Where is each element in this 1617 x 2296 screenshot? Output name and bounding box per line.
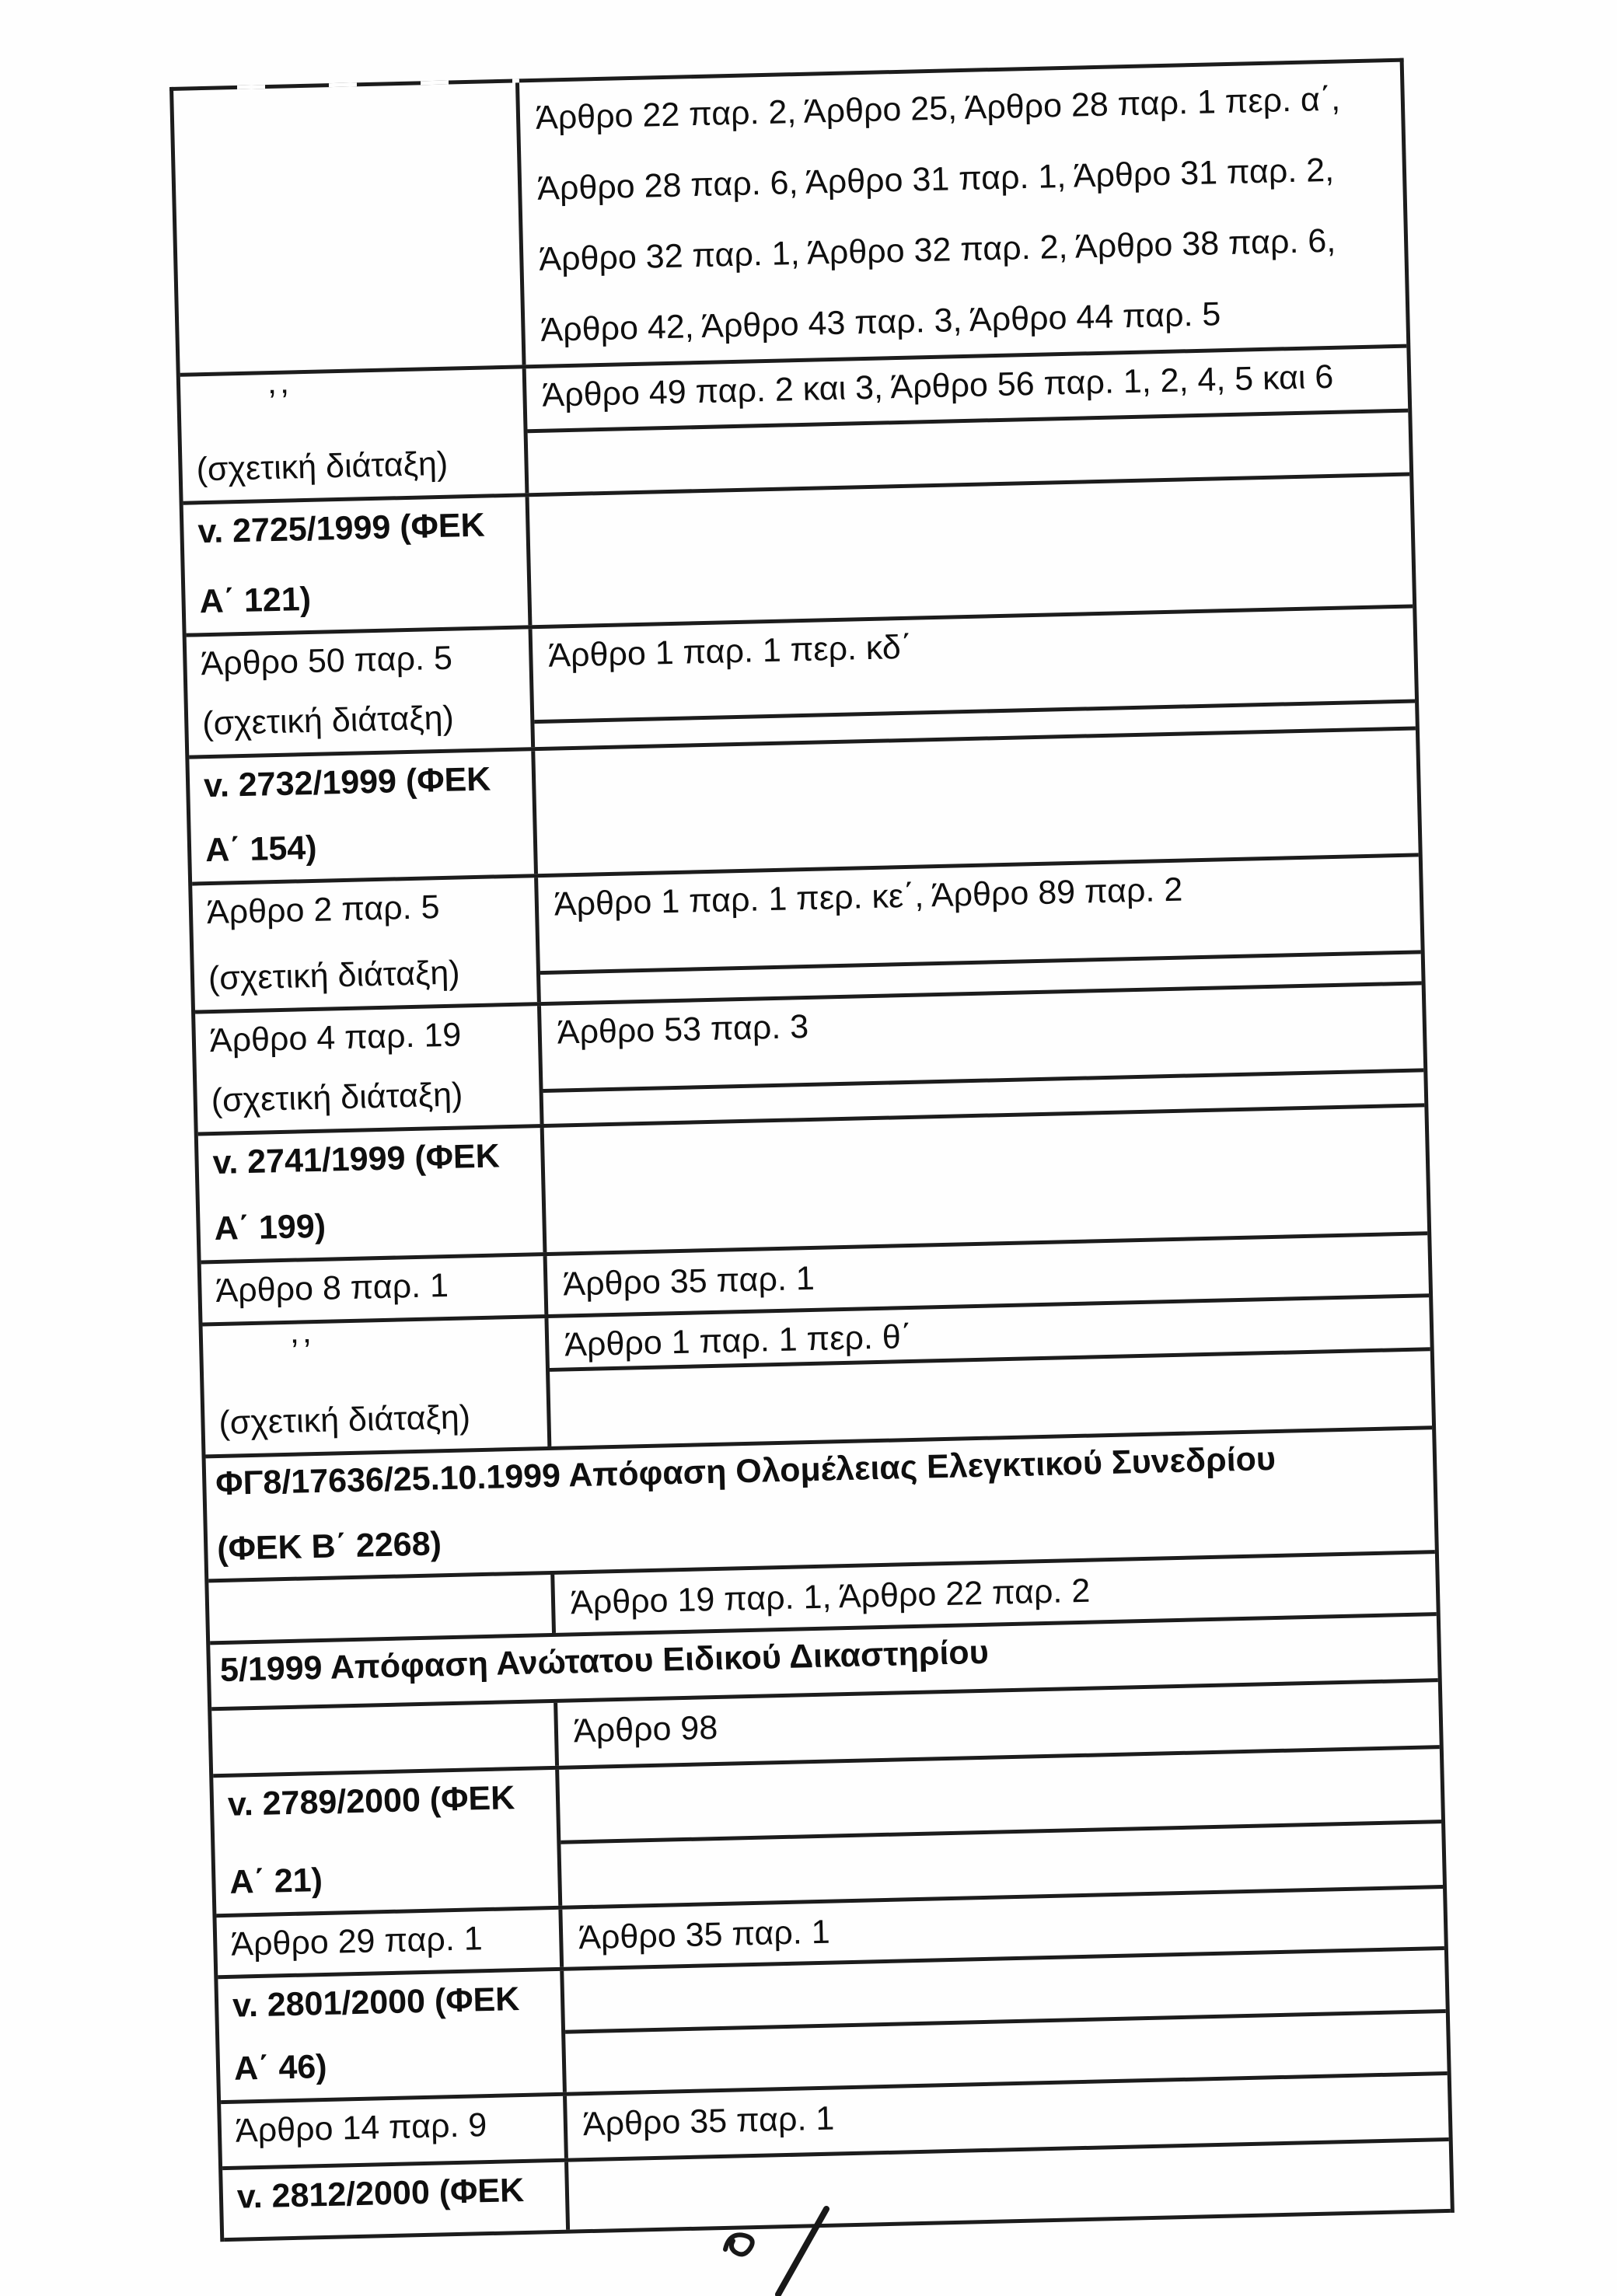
left-cell-line: v. 2732/1999 (ΦΕΚ bbox=[203, 760, 491, 805]
left-cell-line: v. 2725/1999 (ΦΕΚ bbox=[197, 506, 486, 551]
correlation-table bbox=[169, 58, 1455, 2242]
left-cell-line: (σχετική διάταξη) bbox=[201, 699, 455, 743]
right-cell-line: Άρθρο 35 παρ. 1 bbox=[582, 2099, 835, 2144]
left-cell-line: (σχετική διάταξη) bbox=[218, 1398, 471, 1443]
handwritten-mark bbox=[704, 2204, 859, 2296]
left-cell bbox=[222, 2162, 570, 2238]
left-cell-line: Α΄ 154) bbox=[204, 829, 318, 870]
left-cell bbox=[208, 1575, 556, 1641]
right-cell-line: Άρθρο 49 παρ. 2 και 3, Άρθρο 56 παρ. 1, 2, 4, 5 και 6 bbox=[541, 358, 1334, 414]
left-cell bbox=[173, 82, 526, 372]
right-cell-line: Άρθρο 53 παρ. 3 bbox=[557, 1007, 809, 1052]
left-cell bbox=[189, 751, 538, 881]
right-cell-line: Άρθρο 32 παρ. 1, Άρθρο 32 παρ. 2, Άρθρο 38 παρ. 6, bbox=[538, 222, 1336, 278]
right-cell bbox=[564, 1950, 1447, 2092]
ditto-mark: ’’ bbox=[268, 382, 295, 422]
left-cell bbox=[221, 2096, 568, 2166]
right-cell-line: Άρθρο 98 bbox=[573, 1708, 718, 1750]
left-cell-line: Άρθρο 2 παρ. 5 bbox=[206, 888, 440, 932]
right-cell bbox=[533, 609, 1416, 748]
left-cell-line: Άρθρο 4 παρ. 19 bbox=[209, 1016, 462, 1060]
left-cell-line: Α΄ 46) bbox=[233, 2048, 328, 2088]
left-cell-line: (σχετική διάταξη) bbox=[211, 1076, 463, 1120]
left-cell-line: Α΄ 121) bbox=[199, 581, 312, 621]
left-cell bbox=[187, 629, 535, 755]
left-cell bbox=[201, 1256, 549, 1322]
left-cell-line: (σχετική διάταξη) bbox=[208, 954, 461, 998]
right-cell bbox=[538, 857, 1421, 1002]
left-cell-line: Α΄ 21) bbox=[229, 1862, 323, 1902]
right-cell bbox=[519, 62, 1406, 365]
left-cell bbox=[183, 497, 533, 633]
table-row bbox=[173, 62, 1406, 377]
right-cell-line: Άρθρο 42, Άρθρο 43 παρ. 3, Άρθρο 44 παρ. 5 bbox=[540, 295, 1221, 349]
right-cell-line: Άρθρο 1 παρ. 1 περ. κε΄, Άρθρο 89 παρ. 2 bbox=[554, 871, 1183, 923]
right-cell bbox=[526, 348, 1409, 494]
left-cell bbox=[218, 1971, 567, 2100]
left-cell bbox=[213, 1770, 562, 1914]
right-cell-line: Άρθρο 28 παρ. 6, Άρθρο 31 παρ. 1, Άρθρο 31 παρ. 2, bbox=[536, 151, 1335, 208]
left-cell-line: Α΄ 199) bbox=[214, 1207, 327, 1248]
left-cell-line: Άρθρο 29 παρ. 1 bbox=[230, 1920, 484, 1963]
merged-cell-line: 5/1999 Απόφαση Ανώτατου Ειδικού Δικαστηρίου bbox=[219, 1633, 990, 1690]
left-cell-line: v. 2741/1999 (ΦΕΚ bbox=[212, 1137, 501, 1182]
left-cell-line: Άρθρο 14 παρ. 9 bbox=[235, 2106, 487, 2150]
right-cell-line: Άρθρο 35 παρ. 1 bbox=[578, 1913, 831, 1957]
right-cell-line: Άρθρο 22 παρ. 2, Άρθρο 25, Άρθρο 28 παρ. 1 περ. α΄, bbox=[535, 80, 1341, 137]
right-cell-line: Άρθρο 35 παρ. 1 bbox=[562, 1259, 815, 1303]
merged-cell-line: ΦΓ8/17636/25.10.1999 Απόφαση Ολομέλειας Ελεγκτικού Συνεδρίου bbox=[215, 1439, 1276, 1503]
left-cell-line: Άρθρο 50 παρ. 5 bbox=[200, 639, 453, 683]
left-cell bbox=[211, 1703, 559, 1774]
left-cell-line: v. 2801/2000 (ΦΕΚ bbox=[232, 1980, 520, 2025]
right-cell bbox=[559, 1749, 1443, 1906]
right-cell-line: Άρθρο 19 παρ. 1, Άρθρο 22 παρ. 2 bbox=[570, 1572, 1091, 1622]
ditto-mark: ’’ bbox=[290, 1332, 317, 1371]
right-cell bbox=[544, 1107, 1427, 1252]
left-cell bbox=[195, 1006, 543, 1132]
left-cell bbox=[180, 368, 529, 501]
right-cell bbox=[548, 1297, 1432, 1446]
left-cell bbox=[198, 1128, 547, 1260]
left-cell-line: v. 2812/2000 (ΦΕΚ bbox=[236, 2172, 525, 2216]
left-cell-line: (σχετική διάταξη) bbox=[196, 445, 449, 489]
right-cell bbox=[541, 985, 1424, 1124]
left-cell bbox=[203, 1318, 552, 1454]
right-cell bbox=[535, 730, 1418, 874]
left-cell bbox=[192, 878, 541, 1010]
right-cell-line: Άρθρο 1 παρ. 1 περ. θ΄ bbox=[564, 1317, 913, 1364]
left-cell-line: v. 2789/2000 (ΦΕΚ bbox=[227, 1779, 515, 1823]
right-cell bbox=[529, 476, 1413, 626]
left-cell-line: Άρθρο 8 παρ. 1 bbox=[215, 1266, 449, 1310]
merged-cell-line: (ΦΕΚ Β΄ 2268) bbox=[216, 1525, 442, 1568]
left-cell bbox=[217, 1910, 564, 1975]
right-cell-line: Άρθρο 1 παρ. 1 περ. κδ΄ bbox=[547, 628, 913, 675]
